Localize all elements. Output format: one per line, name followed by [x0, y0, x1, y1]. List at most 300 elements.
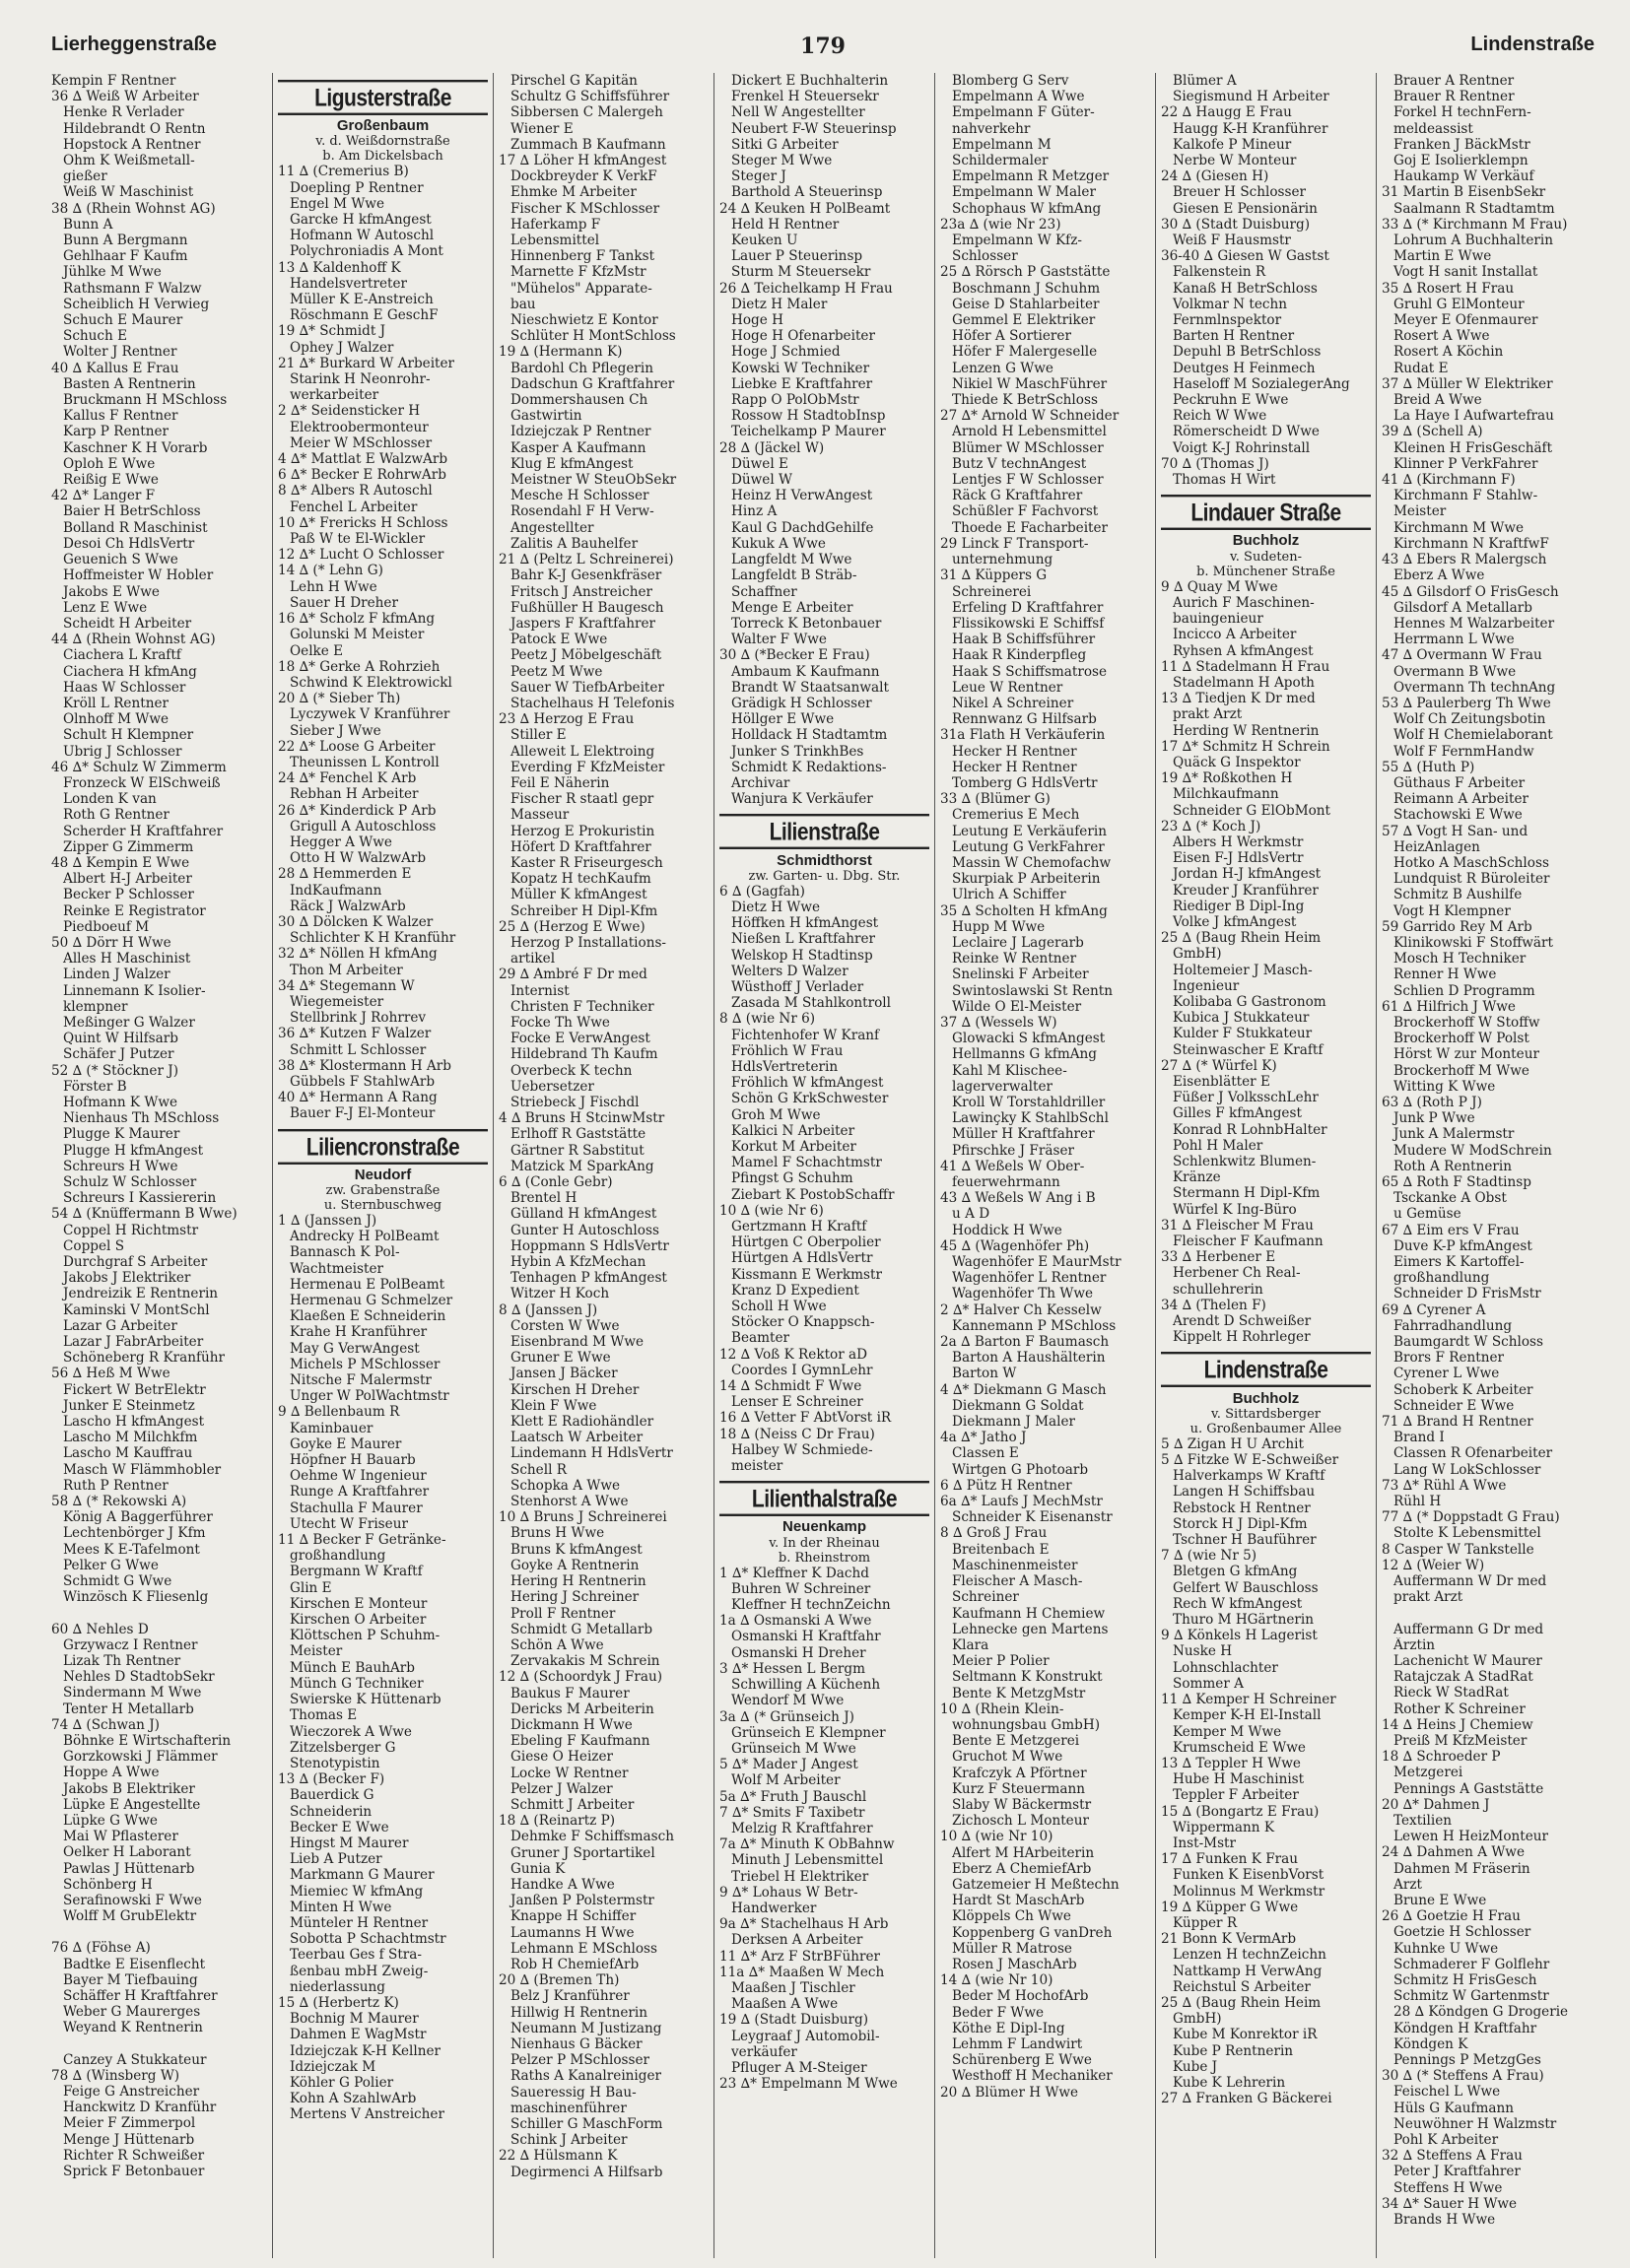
directory-entry: 34 ∆* Sauer H Wwe: [1382, 2195, 1518, 2212]
directory-entry: 7 ∆* Smits F Taxibetr: [719, 1804, 865, 1821]
directory-entry: Meier W MSchlosser: [290, 434, 433, 451]
directory-entry: Runge A Kraftfahrer: [290, 1484, 430, 1501]
directory-entry: Welters D Walzer: [731, 963, 849, 979]
directory-entry: feuerwehrmann: [952, 1174, 1060, 1191]
directory-entry: 11a ∆* Maaßen W Mech: [719, 1964, 885, 1980]
directory-entry: Dehmke F Schiffsmasch: [510, 1829, 674, 1845]
directory-entry: Wippermann K: [1173, 1819, 1275, 1835]
directory-entry: Neuwöhner H Walzmstr: [1393, 2115, 1557, 2132]
directory-entry: Hüls G Kaufmann: [1393, 2100, 1514, 2116]
directory-entry: Classen R Ofenarbeiter: [1393, 1445, 1553, 1462]
directory-entry: 43 ∆ Ebers R Malergsch: [1382, 552, 1547, 568]
directory-entry: 57 ∆ Vogt H San- und: [1382, 823, 1528, 839]
directory-entry: meldeassist: [1393, 120, 1473, 137]
directory-entry: Gülland H kfmAngest: [510, 1206, 657, 1223]
directory-entry: 8 ∆ (Janssen J): [499, 1301, 598, 1318]
directory-entry: 16 ∆* Scholz F kfmAng: [278, 611, 436, 628]
directory-entry: Roth G Rentner: [63, 807, 170, 824]
directory-entry: Reimann A Arbeiter: [1393, 791, 1529, 808]
directory-entry: 27 ∆ (* Würfel K): [1161, 1057, 1277, 1074]
directory-entry: Pohl H Maler: [1173, 1137, 1263, 1154]
directory-entry: Kissmann E Werkmstr: [731, 1266, 882, 1283]
directory-entry: Lohrum A Buchhalterin: [1393, 233, 1553, 249]
directory-entry: 23 ∆ Herzog E Frau: [499, 711, 635, 728]
directory-entry: Schön A Wwe: [510, 1636, 604, 1653]
directory-entry: Thoede E Facharbeiter: [952, 519, 1109, 536]
directory-entry: Goj E Isolierklempn: [1393, 153, 1528, 169]
directory-entry: Lawinçky K StahlbSchl: [952, 1110, 1109, 1127]
directory-entry: Pfingst G Schuhm: [731, 1170, 853, 1187]
directory-entry: 29 Linck F Transport-: [940, 535, 1089, 552]
directory-entry: Marnette F KfzMstr: [510, 264, 646, 281]
directory-entry: 21 Bonn K VermArb: [1161, 1931, 1297, 1948]
directory-entry: 10 ∆ Bruns J Schreinerei: [499, 1509, 667, 1526]
directory-entry: Höfer A Sortierer: [952, 328, 1071, 345]
directory-entry: 39 ∆ (Schell A): [1382, 424, 1483, 440]
directory-entry: 60 ∆ Nehles D: [51, 1621, 149, 1637]
directory-entry: Empelmann M: [952, 136, 1052, 153]
directory-entry: Mesche H Schlosser: [510, 488, 649, 504]
directory-entry: Slaby W Bäckermstr: [952, 1796, 1092, 1813]
directory-entry: Aurich F Maschinen-: [1173, 594, 1315, 611]
directory-entry: 59 Garrido Rey M Arb: [1382, 918, 1532, 935]
directory-entry: Schlenkwitz Blumen-: [1173, 1154, 1317, 1169]
directory-entry: Gunter H Autoschloss: [510, 1222, 659, 1238]
directory-entry: Rosen J MaschArb: [952, 1956, 1077, 1972]
directory-entry: Schürenberg E Wwe: [952, 2052, 1092, 2069]
directory-entry: Saalmann R Stadtamtm: [1393, 200, 1555, 217]
directory-entry: werkarbeiter: [290, 387, 379, 404]
directory-entry: meister: [731, 1458, 783, 1475]
directory-entry: Jakobs B Elektriker: [63, 1780, 195, 1797]
directory-entry: Kleffner H technZeichn: [731, 1597, 891, 1614]
directory-entry: Kränze: [1173, 1169, 1221, 1186]
directory-entry: Schreiner: [952, 1589, 1019, 1606]
street-range-note: v. Sittardsberger: [1211, 1406, 1321, 1422]
directory-entry: Hildebrand Th Kaufm: [510, 1046, 658, 1063]
directory-entry: Feige G Anstreicher: [63, 2083, 200, 2100]
directory-entry: Garcke H kfmAngest: [290, 212, 432, 229]
directory-entry: 78 ∆ (Winsberg W): [51, 2067, 180, 2084]
directory-entry: Kaminski V MontSchl: [63, 1301, 210, 1318]
directory-entry: Kirschen O Arbeiter: [290, 1612, 427, 1629]
header-street-from: Lierheggenstraße: [51, 33, 217, 55]
directory-entry: 25 ∆ (Baug Rhein Heim: [1161, 930, 1322, 947]
directory-entry: Pelzer J Walzer: [510, 1780, 613, 1797]
directory-entry: Ciachera H kfmAng: [63, 663, 197, 680]
directory-entry: Leygraaf J Automobil-: [731, 2028, 880, 2044]
directory-entry: Schell R: [510, 1461, 567, 1478]
directory-entry: Höpfner H Bauarb: [290, 1452, 416, 1469]
directory-entry: Boschmann J Schuhm: [952, 280, 1101, 297]
directory-entry: Bente E Metzgerei: [952, 1733, 1080, 1750]
directory-entry: prakt Arzt: [1173, 706, 1243, 723]
directory-entry: Schmitz W Gartenmstr: [1393, 1988, 1549, 2005]
directory-entry: Rebhan H Arbeiter: [290, 786, 419, 803]
directory-entry: Neumann M Justizang: [510, 2020, 662, 2036]
directory-entry: 5 ∆ Zigan H U Archit: [1161, 1435, 1304, 1452]
directory-entry: Doepling P Rentner: [290, 179, 424, 196]
directory-entry: Handwerker: [731, 1900, 817, 1916]
directory-entry: Ziebart K PostobSchaffr: [731, 1186, 895, 1203]
directory-entry: Hermenau G Schmelzer: [290, 1293, 453, 1309]
directory-entry: Wüsthoff J Verlader: [731, 978, 864, 995]
directory-entry: Lehmann E MSchloss: [510, 1940, 657, 1957]
directory-entry: Albert H-J Arbeiter: [63, 871, 192, 888]
directory-entry: 17 ∆ Funken K Frau: [1161, 1851, 1298, 1868]
directory-entry: Schreurs I Kassiererin: [63, 1190, 217, 1207]
directory-entry: Füßer J VolksschLehr: [1173, 1090, 1319, 1106]
directory-entry: Rosert A Wwe: [1393, 328, 1490, 345]
directory-entry: Forkel H technFern-: [1393, 104, 1531, 121]
directory-entry: Diekmann G Soldat: [952, 1397, 1084, 1414]
directory-column: [272, 73, 493, 2258]
directory-entry: 24 ∆ Dahmen A Wwe: [1382, 1844, 1525, 1861]
directory-entry: Lebensmittel: [510, 233, 600, 249]
directory-entry: Barthold A Steuerinsp: [731, 184, 883, 201]
directory-entry: 25 ∆ (Herzog E Wwe): [499, 918, 645, 935]
directory-entry: GmbH): [1173, 2011, 1222, 2028]
directory-entry: Reich W Wwe: [1173, 408, 1267, 425]
directory-entry: Jaspers F Kraftfahrer: [510, 615, 656, 632]
directory-entry: Kurz F Steuermann: [952, 1780, 1085, 1797]
directory-entry: 18 ∆ Schroeder P: [1382, 1749, 1501, 1766]
directory-entry: Arnold H Lebensmittel: [952, 424, 1107, 440]
directory-entry: Bauerdick G: [290, 1787, 374, 1804]
directory-entry: Schopka A Wwe: [510, 1477, 621, 1494]
directory-entry: Brands H Wwe: [1393, 2212, 1496, 2229]
directory-entry: Krahe H Kranführer: [290, 1324, 428, 1341]
directory-entry: Laatsch W Arbeiter: [510, 1430, 644, 1446]
directory-entry: 45 ∆ (Wagenhöfer Ph): [940, 1237, 1090, 1254]
directory-entry: 63 ∆ (Roth P J): [1382, 1095, 1482, 1110]
directory-entry: Vogt H sanit Installat: [1393, 264, 1538, 281]
directory-entry: Baumgardt W Schloss: [1393, 1334, 1543, 1351]
directory-entry: 9 ∆ Quay M Wwe: [1161, 578, 1278, 595]
directory-entry: Storck H J Dipl-Kfm: [1173, 1515, 1308, 1532]
directory-entry: Wieczorek A Wwe: [290, 1723, 412, 1740]
directory-entry: Belz J Kranführer: [510, 1988, 630, 2005]
directory-entry: Richter R Schweißer: [63, 2147, 205, 2164]
directory-entry: Inst-Mstr: [1173, 1834, 1237, 1851]
directory-entry: Masch W Flämmhobler: [63, 1461, 222, 1478]
directory-entry: Hinz A: [731, 503, 778, 520]
directory-entry: Hermenau E PolBeamt: [290, 1276, 445, 1293]
directory-entry: Meister: [290, 1643, 343, 1660]
directory-entry: Klug E kfmAngest: [510, 455, 634, 472]
directory-entry: Kalkofe P Mineur: [1173, 136, 1292, 153]
directory-entry: Wendorf M Wwe: [731, 1693, 845, 1709]
directory-entry: Arzt: [1393, 1876, 1422, 1893]
directory-entry: Kroll W Torstahldriller: [952, 1095, 1106, 1110]
directory-entry: Matzick M SparkAng: [510, 1158, 654, 1174]
directory-entry: Coordes I GymnLehr: [731, 1362, 873, 1378]
directory-entry: Schmitz B Aushilfe: [1393, 887, 1523, 903]
directory-entry: Kirschen E Monteur: [290, 1595, 428, 1612]
directory-entry: 11 ∆* Arz F StrBFührer: [719, 1948, 881, 1965]
directory-entry: Münteler H Rentner: [290, 1914, 429, 1931]
directory-entry: Klett E Radiohändler: [510, 1414, 654, 1431]
directory-entry: Jansen J Bäcker: [510, 1366, 618, 1382]
directory-entry: Zichosch L Monteur: [952, 1813, 1089, 1830]
directory-entry: 2 ∆* Halver Ch Kesselw: [940, 1301, 1102, 1318]
directory-entry: Konrad R LohnbHalter: [1173, 1121, 1327, 1138]
directory-entry: Schulz W Schlosser: [63, 1174, 197, 1191]
directory-entry: 31 Martin B EisenbSekr: [1382, 184, 1546, 201]
directory-entry: Flissikowski E Schiffsf: [952, 615, 1105, 632]
directory-entry: Kallus F Rentner: [63, 408, 178, 425]
directory-entry: 11 ∆ (Cremerius B): [278, 164, 409, 180]
directory-entry: 37 ∆ (Wessels W): [940, 1014, 1057, 1031]
directory-entry: Grzywacz I Rentner: [63, 1636, 198, 1653]
directory-entry: 13 ∆ Kaldenhoff K: [278, 259, 401, 276]
directory-entry: Junk A Malermstr: [1393, 1126, 1515, 1143]
directory-entry: Fröhlich W kfmAngest: [731, 1075, 884, 1092]
directory-entry: Brauer R Rentner: [1393, 89, 1515, 105]
directory-entry: Lieb A Putzer: [290, 1851, 382, 1868]
directory-entry: 13 ∆ Teppler H Wwe: [1161, 1755, 1301, 1771]
directory-entry: 6 ∆ (Conle Gebr): [499, 1174, 613, 1191]
directory-entry: Kirchmann N KraftfwF: [1393, 535, 1549, 552]
directory-entry: 52 ∆ (* Stöckner J): [51, 1062, 179, 1079]
directory-entry: Schult H Klempner: [63, 727, 194, 744]
directory-entry: Dadschun G Kraftfahrer: [510, 375, 675, 392]
directory-entry: Nitsche F Malermstr: [290, 1372, 432, 1389]
directory-entry: Triebel H Elektriker: [731, 1868, 869, 1885]
directory-entry: Teichelkamp P Maurer: [731, 424, 886, 440]
directory-entry: Swierske K Hüttenarb: [290, 1692, 441, 1708]
directory-entry: 20 ∆ (* Sieber Th): [278, 691, 401, 707]
directory-entry: Hotko A MaschSchloss: [1393, 854, 1549, 871]
directory-entry: 29 ∆ Ambré F Dr med: [499, 967, 647, 983]
directory-entry: Schreiber H Dipl-Kfm: [510, 902, 658, 919]
directory-entry: Nieschwietz E Kontor: [510, 312, 658, 329]
directory-entry: Overmann Th technAng: [1393, 679, 1556, 696]
directory-entry: Lohnschlachter: [1173, 1659, 1278, 1676]
directory-entry: Schreurs H Wwe: [63, 1158, 178, 1174]
directory-entry: Thuro M HGärtnerin: [1173, 1612, 1314, 1629]
directory-entry: Stachulla F Maurer: [290, 1500, 423, 1516]
directory-entry: Empelmann F Güter-: [952, 104, 1095, 121]
district-label: Buchholz: [1232, 1389, 1300, 1407]
directory-column: [713, 73, 934, 2258]
directory-entry: Thiede K BetrSchloss: [952, 392, 1098, 409]
directory-entry: 22 ∆* Loose G Arbeiter: [278, 738, 436, 755]
directory-entry: Nienhaus G Bäcker: [510, 2035, 643, 2052]
directory-entry: Düwel W: [731, 472, 792, 489]
directory-entry: Schmidt G Wwe: [63, 1573, 172, 1590]
street-range-note: u. Sternbuschweg: [323, 1198, 442, 1213]
directory-entry: Menge E Arbeiter: [731, 599, 853, 616]
directory-entry: Bunn A: [63, 216, 113, 233]
directory-entry: Depuhl B BetrSchloss: [1173, 344, 1322, 361]
directory-entry: Buhren W Schreiner: [731, 1580, 871, 1597]
directory-entry: Rossow H StadtobInsp: [731, 408, 886, 425]
directory-entry: Fischer K MSchlosser: [510, 200, 660, 217]
directory-entry: Schophaus W kfmAng: [952, 200, 1102, 217]
directory-entry: Schmitt L Schlosser: [290, 1041, 427, 1058]
directory-entry: Patock E Wwe: [510, 632, 608, 648]
directory-entry: Glowacki S kfmAngest: [952, 1031, 1106, 1047]
directory-entry: 11 ∆ Kemper H Schreiner: [1161, 1692, 1336, 1708]
directory-entry: Hillwig H Rentnerin: [510, 2004, 647, 2021]
directory-entry: Durchgraf S Arbeiter: [63, 1254, 208, 1271]
directory-entry: Kaster R Friseurgesch: [510, 854, 663, 871]
directory-entry: Höfert D Kraftfahrer: [510, 838, 651, 855]
directory-entry: Stachelhaus H Telefonis: [510, 695, 675, 711]
directory-entry: Coppel H Richtmstr: [63, 1222, 199, 1238]
directory-entry: Blümer A: [1173, 73, 1237, 89]
directory-entry: Uebersetzer: [510, 1078, 594, 1095]
directory-entry: Jordan H-J kfmAngest: [1173, 866, 1322, 883]
directory-entry: Torreck K Betonbauer: [731, 615, 882, 632]
directory-entry: 25 ∆ (Baug Rhein Heim: [1161, 1994, 1322, 2011]
directory-entry: Overmann B Wwe: [1393, 663, 1517, 680]
directory-entry: Alleweit L Elektroing: [510, 743, 655, 760]
directory-entry: Thon M Arbeiter: [290, 962, 403, 978]
directory-entry: Lehmm F Landwirt: [952, 2035, 1083, 2052]
directory-entry: Schönberg H: [63, 1876, 153, 1893]
directory-entry: Empelmann W Kfz-: [952, 233, 1082, 249]
directory-entry: Empelmann W Maler: [952, 184, 1096, 201]
directory-entry: 6 ∆ Pütz H Rentner: [940, 1477, 1072, 1494]
directory-entry: 26 ∆ Teichelkamp H Frau: [719, 280, 893, 297]
directory-entry: Lascho H kfmAngest: [63, 1414, 205, 1431]
directory-entry: Olnhoff M Wwe: [63, 711, 170, 728]
directory-entry: Teppler F Arbeiter: [1173, 1787, 1299, 1804]
directory-entry: 9a ∆* Stachelhaus H Arb: [719, 1916, 889, 1933]
directory-entry: 8 Casper W Tankstelle: [1382, 1541, 1534, 1558]
directory-entry: Haferkamp F: [510, 216, 601, 233]
directory-entry: Theunissen L Kontroll: [290, 754, 440, 770]
directory-entry: Haukamp W Verkäuf: [1393, 168, 1534, 185]
directory-entry: Kube J: [1173, 2058, 1218, 2075]
directory-entry: 18 ∆ (Neiss C Dr Frau): [719, 1426, 875, 1442]
directory-entry: Klöppels Ch Wwe: [952, 1908, 1071, 1925]
directory-entry: Klinikowski F Stoffwärt: [1393, 934, 1553, 951]
directory-entry: Hellmanns G kfmAng: [952, 1046, 1098, 1063]
directory-entry: Kahl M Klischee-: [952, 1062, 1067, 1079]
directory-entry: Münch E BauhArb: [290, 1659, 415, 1676]
directory-entry: Overbeck K techn: [510, 1062, 633, 1079]
directory-entry: Lazar J FabrArbeiter: [63, 1334, 204, 1351]
directory-entry: nahverkehr: [952, 120, 1031, 137]
directory-entry: Kröll L Rentner: [63, 695, 169, 711]
directory-entry: Scheiblich H Verwieg: [63, 296, 210, 312]
directory-entry: Gilles F kfmAngest: [1173, 1105, 1302, 1122]
directory-entry: Quint W Hilfsarb: [63, 1031, 178, 1047]
district-label: Neudorf: [354, 1166, 412, 1183]
directory-entry: klempner: [63, 998, 128, 1015]
directory-entry: Massin W Chemofachw: [952, 854, 1112, 871]
directory-entry: Lenzen H technZeichn: [1173, 1947, 1326, 1964]
directory-entry: Goetzie H Schlosser: [1393, 1924, 1531, 1941]
directory-entry: 67 ∆ Eim ers V Frau: [1382, 1222, 1520, 1238]
directory-entry: Stermann H Dipl-Kfm: [1173, 1185, 1321, 1202]
directory-entry: Gübbels F StahlwArb: [290, 1073, 436, 1090]
directory-entry: Christen F Techniker: [510, 998, 654, 1015]
directory-entry: Schreinerei: [952, 583, 1032, 600]
directory-entry: Köthe E Dipl-Ing: [952, 2020, 1065, 2036]
directory-entry: Beder F Wwe: [952, 2004, 1045, 2021]
directory-entry: 24 ∆ Keuken H PolBeamt: [719, 200, 891, 217]
directory-entry: Räck G Kraftfahrer: [952, 488, 1083, 504]
directory-entry: Gilsdorf A Metallarb: [1393, 599, 1532, 616]
directory-entry: Locke W Rentner: [510, 1765, 629, 1781]
directory-entry: Markmann G Maurer: [290, 1867, 435, 1884]
directory-entry: Bruckmann H MSchloss: [63, 392, 228, 409]
directory-entry: Stellbrink J Rohrrev: [290, 1010, 427, 1027]
directory-entry: Dockbreyder K VerkF: [510, 168, 657, 185]
directory-entry: Sauer W TiefbArbeiter: [510, 679, 664, 696]
directory-entry: Schäffer H Kraftfahrer: [63, 1987, 218, 2004]
directory-entry: Fronzeck W ElSchweiß: [63, 774, 221, 791]
directory-entry: Herzog E Prokuristin: [510, 823, 655, 839]
directory-entry: Pawlas J Hüttenarb: [63, 1860, 195, 1877]
directory-entry: Schoberk K Arbeiter: [1393, 1381, 1533, 1398]
directory-entry: Ehmke M Arbeiter: [510, 184, 637, 201]
directory-entry: Nießen L Kraftfahrer: [731, 931, 876, 948]
directory-entry: Kemper K-H El-Install: [1173, 1707, 1322, 1724]
directory-entry: Becker E Wwe: [290, 1819, 389, 1835]
directory-entry: Wolf Ch Zeitungsbotin: [1393, 711, 1546, 728]
directory-entry: 25 ∆ Rörsch P Gaststätte: [940, 264, 1111, 281]
directory-entry: Koppenberg G vanDreh: [952, 1924, 1113, 1941]
directory-entry: 26 ∆ Goetzie H Frau: [1382, 1908, 1521, 1925]
directory-entry: Bayer M Tiefbauing: [63, 1971, 198, 1988]
directory-entry: Lyczywek V Kranführer: [290, 706, 450, 723]
directory-entry: Volke J kfmAngest: [1173, 913, 1297, 930]
directory-entry: 9 ∆* Lohaus W Betr-: [719, 1884, 858, 1901]
directory-entry: Michels P MSchlosser: [290, 1356, 441, 1372]
directory-entry: Kohn A SzahlwArb: [290, 2091, 417, 2107]
directory-entry: Idziejczak M: [290, 2058, 376, 2075]
directory-entry: 13 ∆ (Becker F): [278, 1771, 385, 1788]
directory-entry: 4 ∆ Bruns H StcinwMstr: [499, 1110, 665, 1127]
directory-entry: Stöcker O Knappsch-: [731, 1314, 875, 1331]
directory-entry: 40 ∆* Hermann A Rang: [278, 1090, 438, 1106]
directory-entry: Degirmenci A Hilfsarb: [510, 2164, 663, 2180]
directory-entry: Lewen H HeizMonteur: [1393, 1829, 1549, 1845]
directory-entry: Kulder F Stukkateur: [1173, 1026, 1313, 1042]
directory-entry: Auffermann W Dr med: [1393, 1573, 1547, 1590]
directory-entry: Eberz A ChemiefArb: [952, 1860, 1092, 1877]
directory-entry: Nikel A Schreiner: [952, 695, 1074, 711]
directory-entry: Keuken U: [731, 233, 798, 249]
directory-entry: 14 ∆ Heins J Chemiew: [1382, 1716, 1533, 1733]
directory-entry: Gatzemeier H Meßtechn: [952, 1876, 1120, 1893]
directory-entry: Bunn A Bergmann: [63, 233, 188, 249]
directory-column: [493, 73, 713, 2258]
directory-entry: Badtke E Eisenflecht: [63, 1956, 206, 1972]
directory-entry: May G VerwAngest: [290, 1340, 420, 1357]
directory-entry: Siegismund H Arbeiter: [1173, 89, 1329, 105]
directory-entry: Preiß M KfzMeister: [1393, 1732, 1528, 1749]
directory-entry: 42 ∆* Langer F: [51, 488, 156, 504]
directory-entry: Haak S Schiffsmatrose: [952, 663, 1108, 680]
directory-entry: Melzig R Kraftfahrer: [731, 1820, 873, 1836]
directory-entry: Kempin F Rentner: [51, 73, 176, 89]
directory-entry: Baier H BetrSchloss: [63, 503, 201, 520]
directory-entry: Kukuk A Wwe: [731, 535, 826, 552]
directory-entry: Kowski W Techniker: [731, 360, 870, 376]
directory-entry: Stolte K Lebensmittel: [1393, 1525, 1541, 1542]
directory-entry: Lundquist R Büroleiter: [1393, 871, 1550, 888]
directory-entry: Ryhsen A kfmAngest: [1173, 642, 1314, 659]
street-heading: Ligusterstraße: [278, 80, 488, 115]
directory-entry: Bardohl Ch Pflegerin: [510, 360, 653, 376]
directory-entry: Fahrradhandlung: [1393, 1317, 1513, 1334]
